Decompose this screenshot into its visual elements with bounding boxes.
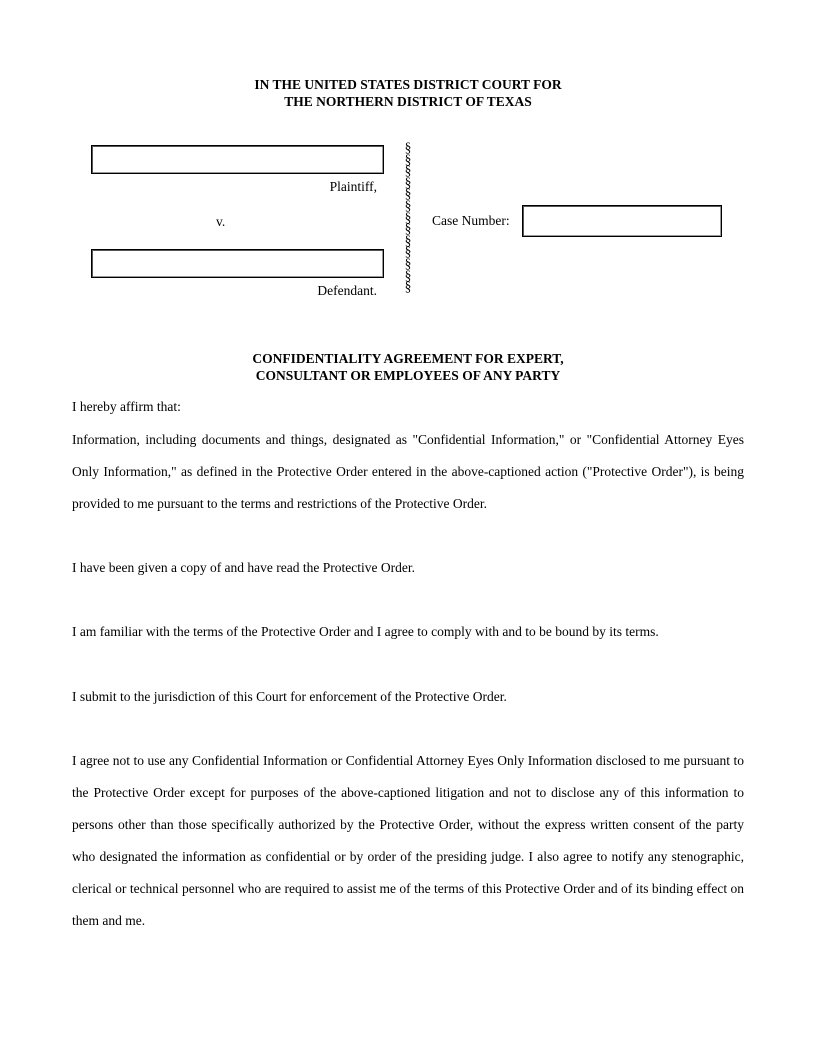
document-title-line-2: CONSULTANT OR EMPLOYEES OF ANY PARTY [255, 368, 561, 383]
section-symbol: § [404, 255, 412, 271]
section-symbol: § [404, 279, 412, 295]
paragraph-read-order: I have been given a copy of and have read the Protective Order. [72, 560, 415, 575]
section-symbol: § [404, 163, 412, 179]
defendant-name-field[interactable] [91, 249, 384, 278]
section-symbol: § [404, 186, 412, 202]
case-number-field[interactable] [522, 205, 722, 237]
section-symbol: § [404, 209, 412, 225]
section-symbol: § [404, 140, 412, 155]
section-symbol-column [401, 142, 415, 293]
paragraph-non-disclosure: I agree not to use any Confidential Information or Confidential Attorney Eyes Only Information disclosed to me pursuant to the Protective Order except for purposes of the above-captioned litigation and not to disclose any of this information to persons other than those specifically authorized by the Protective Order, without the express written consent of the party who designated the information as confidential or by order of the presiding judge. I also agree to notify any stenographic, clerical or technical personnel who are required to assist me of the terms of this Protective Order and of its binding effect on them and me. [72, 753, 744, 928]
document-title [0, 350, 816, 384]
section-symbol: § [404, 232, 412, 248]
section-symbol: § [404, 267, 412, 283]
plaintiff-label: Plaintiff, [329, 179, 377, 194]
case-number-label: Case Number: [432, 213, 510, 228]
court-header-line-2: THE NORTHERN DISTRICT OF TEXAS [284, 94, 532, 109]
paragraph-jurisdiction: I submit to the jurisdiction of this Court for enforcement of the Protective Order. [72, 689, 507, 704]
section-symbol: § [404, 197, 412, 213]
defendant-label: Defendant. [317, 283, 377, 298]
section-symbol: § [404, 244, 412, 260]
plaintiff-name-field[interactable] [91, 145, 384, 174]
section-symbol: § [404, 221, 412, 237]
section-symbol: § [404, 151, 412, 167]
affirmation-intro: I hereby affirm that: [72, 399, 181, 414]
paragraph-confidential-information: Information, including documents and things, designated as "Confidential Information," or "Confidential Attorney Eyes Only Information," as defined in the Protective Order entered in the above-captioned action ("Protective Order"), is being provided to me pursuant to the terms and restrictions of the Protective Order. [72, 432, 744, 511]
court-header-line-1: IN THE UNITED STATES DISTRICT COURT FOR [254, 77, 562, 92]
section-symbol: § [404, 174, 412, 190]
paragraph-agree-comply: I am familiar with the terms of the Protective Order and I agree to comply with and to be bound by its terms. [72, 624, 659, 639]
court-header [0, 76, 816, 110]
document-title-line-1: CONFIDENTIALITY AGREEMENT FOR EXPERT, [252, 351, 564, 366]
versus-label: v. [216, 214, 226, 229]
